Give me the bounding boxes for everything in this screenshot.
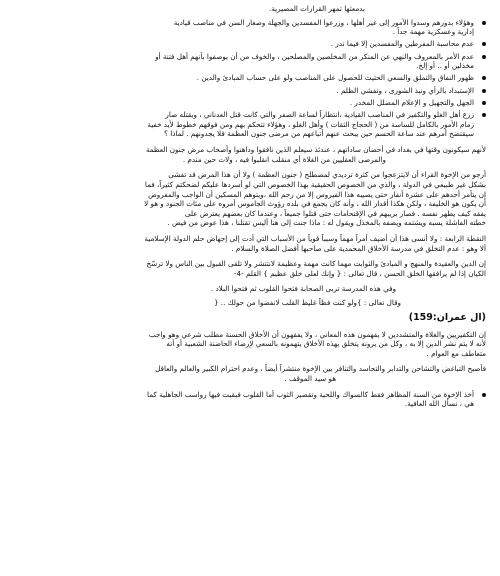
sunnah-list bbox=[28, 390, 486, 409]
paragraph-line: إن التكفيريين والغلاة والمتشددين لا يفهمون هذه المعاني ، ولا يفقهون أن الأخلاق الحسنة مطلب شرعي وهو واجب bbox=[148, 329, 486, 339]
list-item-text: سيقتضح أمرهم عند ساعة الحسم حين يبحث عنهم أتباعهم من مرضى جنون العظمة فلا يجدونهم . لماذا ؟ bbox=[164, 129, 474, 139]
paragraph-religion bbox=[28, 259, 486, 278]
list-item bbox=[28, 390, 486, 409]
list-item-text: هي ، نسأل الله العافية. bbox=[404, 399, 474, 409]
paragraph-line: أرجو من الإخوة القراء أن لايتزعجوا من كثرة ترديدي لمصطلح ( جنون العظمة ) ولا أن هذا المرض قد تفشى bbox=[168, 170, 486, 180]
intro-line: بدمعثها تمهر القرارات المصيرية. bbox=[269, 4, 365, 13]
list-item bbox=[28, 39, 486, 49]
list-item-text: عدم محاسبة المفرطين والمفسدين إلا فيما ندر . bbox=[330, 39, 474, 49]
list-item-text: عدم الأمر بالمعروف والنهي عن المنكر من المخلصين والمصلحين ، والخوف من أن يوصفوا بأنهم أهل فتنة أو bbox=[155, 51, 474, 61]
list-item-text: الإستبداد بالرأي ونبذ الشورى ، وتفشي الظلم . bbox=[336, 85, 474, 95]
list-item-text: أخذ الإخوة من السنة المظاهر فقط كالسواك واللحية وتقصير الثوب أما القلوب فبقيت فيها رواسب الجاهلية كما bbox=[147, 389, 474, 399]
paragraph-line: هو سيد الموقف . bbox=[284, 373, 336, 383]
list-item bbox=[28, 86, 486, 96]
paragraph-delusion bbox=[28, 170, 486, 228]
paragraph-line: لأنه لا يتم نشر الدين إلا به ، وكل من يرونه يتخلق بهذه الأخلاق يتهمونه بالسعي لإرضاء الحاضنة الشعبية أو أنه bbox=[166, 339, 486, 349]
paragraph-extremists bbox=[28, 330, 486, 359]
bullet-icon bbox=[482, 393, 486, 397]
bullet-icon bbox=[482, 42, 486, 46]
paragraph-line: خطته الفاشلة يسبه ويشتمه ويصفه بالمخذل ويقول له : ماذا جنت إلى هنا أليس تقتلنا ، هذا عوض من فيض . bbox=[167, 218, 486, 228]
bullet-icon bbox=[482, 113, 486, 117]
bullet-icon bbox=[482, 21, 486, 25]
paragraph-line: لأنهم سيكونون وقتها في بغداد في أحضان ساداتهم ، عندئذ سيعلم الذين نافقوا وداهنوا وأصحاب مرض جنون العظمة bbox=[145, 145, 486, 155]
paragraph-line: فأصبح التباغض والتشاحن والتدابر والتحاسد والتنافر بين الإخوة منتشراً أيضاً ، وعدم احترام الكبير والعالم والعاقل bbox=[155, 364, 486, 374]
list-item bbox=[28, 73, 486, 83]
list-item-text: زرع أهل الغلو والتكفير في المناصب القيادية ،انتظاراً لساعة الصفر والتي كانت قتل العدناني ، وبقتله صار bbox=[165, 109, 474, 119]
quran-reference: (آل عمران:159) bbox=[408, 311, 486, 323]
paragraph-line: بشكل غير طبيعي في الدولة ، والذي من الخصوص الحقيقية بهذا الخصوص التي لو أسردها عليكم لضحكتم كثيراً، فما bbox=[144, 180, 486, 190]
list-item bbox=[28, 110, 486, 139]
paragraph-line: ألا وهو : عدم التخلق في مدرسة الأخلاق المحمدية على صاحبها أفضل الصلاة والسلام . bbox=[231, 243, 486, 253]
school-line: وفي هذه المدرسة تربى الصحابة فتحوا القلوب ثم فتحوا البلاد . bbox=[210, 284, 396, 294]
paragraph-line: إن الدين والعقيدة والمنهج و المبادئ والثوابت مهما كانت مهمة وعظيمة لانتتشر ولا تلقى القبول بين الناس ولا ترسّخ bbox=[146, 259, 486, 269]
causes-list bbox=[28, 18, 486, 139]
paragraph-consequence bbox=[28, 145, 486, 164]
document-page bbox=[28, 4, 486, 411]
list-item-text: زمام الأمور بالكامل للساسة من ( الحجاج الثقات ) وأهل الغلو ، وهؤلاء تتحكم بهم ومن فوقهم خطوط لأيد خفية bbox=[147, 119, 474, 129]
list-item-text: الجهل والتجهيل و الإعلام المضلل المخدر . bbox=[349, 97, 474, 107]
bullet-icon bbox=[482, 89, 486, 93]
paragraph-line: الكيان إذا لم يرافقها الخلق الحسن ، قال تعالى : { وإنك لعلى خلق عظيم } القلم -4- bbox=[233, 268, 486, 278]
paragraph-line: متعاطف مع العوام . bbox=[426, 348, 486, 358]
list-item-text: إدارية وعسكرية مهمة جداً . bbox=[392, 27, 474, 37]
list-item-text: وهؤلاء بدورهم وسدوا الأمور إلى غير أهلها ، وزرعوا المفسدين والجهلة وصغار السن في مناصب قيادية bbox=[173, 17, 474, 27]
paragraph-line: يفقه كيف يطهر نفسه . فصار بريبهم في الإقتحامات حتى قتلوا جميعاً ، وعندما كان بعضهم يعترض على bbox=[184, 208, 486, 218]
paragraph-line: والمرضى العقليين من الغلاة أي منقلب انقلبوا فيه ، ولات حين مندم . bbox=[182, 154, 386, 164]
paragraph-discord bbox=[28, 364, 486, 383]
list-item-text: ظهور النفاق والتملق والسعي الحثيث للحصول على المناصب ولو على حساب المبادئ والدين . bbox=[196, 73, 474, 83]
list-item bbox=[28, 18, 486, 37]
bullet-icon bbox=[482, 76, 486, 80]
paragraph-fourth-point bbox=[28, 234, 486, 253]
paragraph-line: أن يكون هو الخليفة ، ولكن هكذا أقدار الله ، وأنه كان يجمع في بلده رؤوث الجاموس أمروه على مئات الجنود و هو لا bbox=[144, 199, 486, 209]
list-item bbox=[28, 98, 486, 108]
paragraph-line: النقطة الرابعة : ولا أنسى هذا أن أضيف أمراً مهماً وسبباً قوياً من الأسباب التي أدت إلى إجهاض حلم الدولة الإسلامية bbox=[144, 234, 486, 244]
paragraph-line: إن يتأمر أحدهم على عشرة أنفار حتى يصيبه هذا الفيروس إلا من رحم الله ،ويتوهم المسكين أن الواجب والمفروض bbox=[148, 189, 486, 199]
verse-quote: وقال تعالى : }ولو كنت فظاً غليظ القلب لانفضوا من حولك .. { bbox=[213, 298, 401, 307]
bullet-icon bbox=[482, 101, 486, 105]
list-item bbox=[28, 52, 486, 71]
bullet-icon bbox=[482, 55, 486, 59]
list-item-text: مخذلين أو .. أو إلخ. bbox=[416, 61, 474, 71]
